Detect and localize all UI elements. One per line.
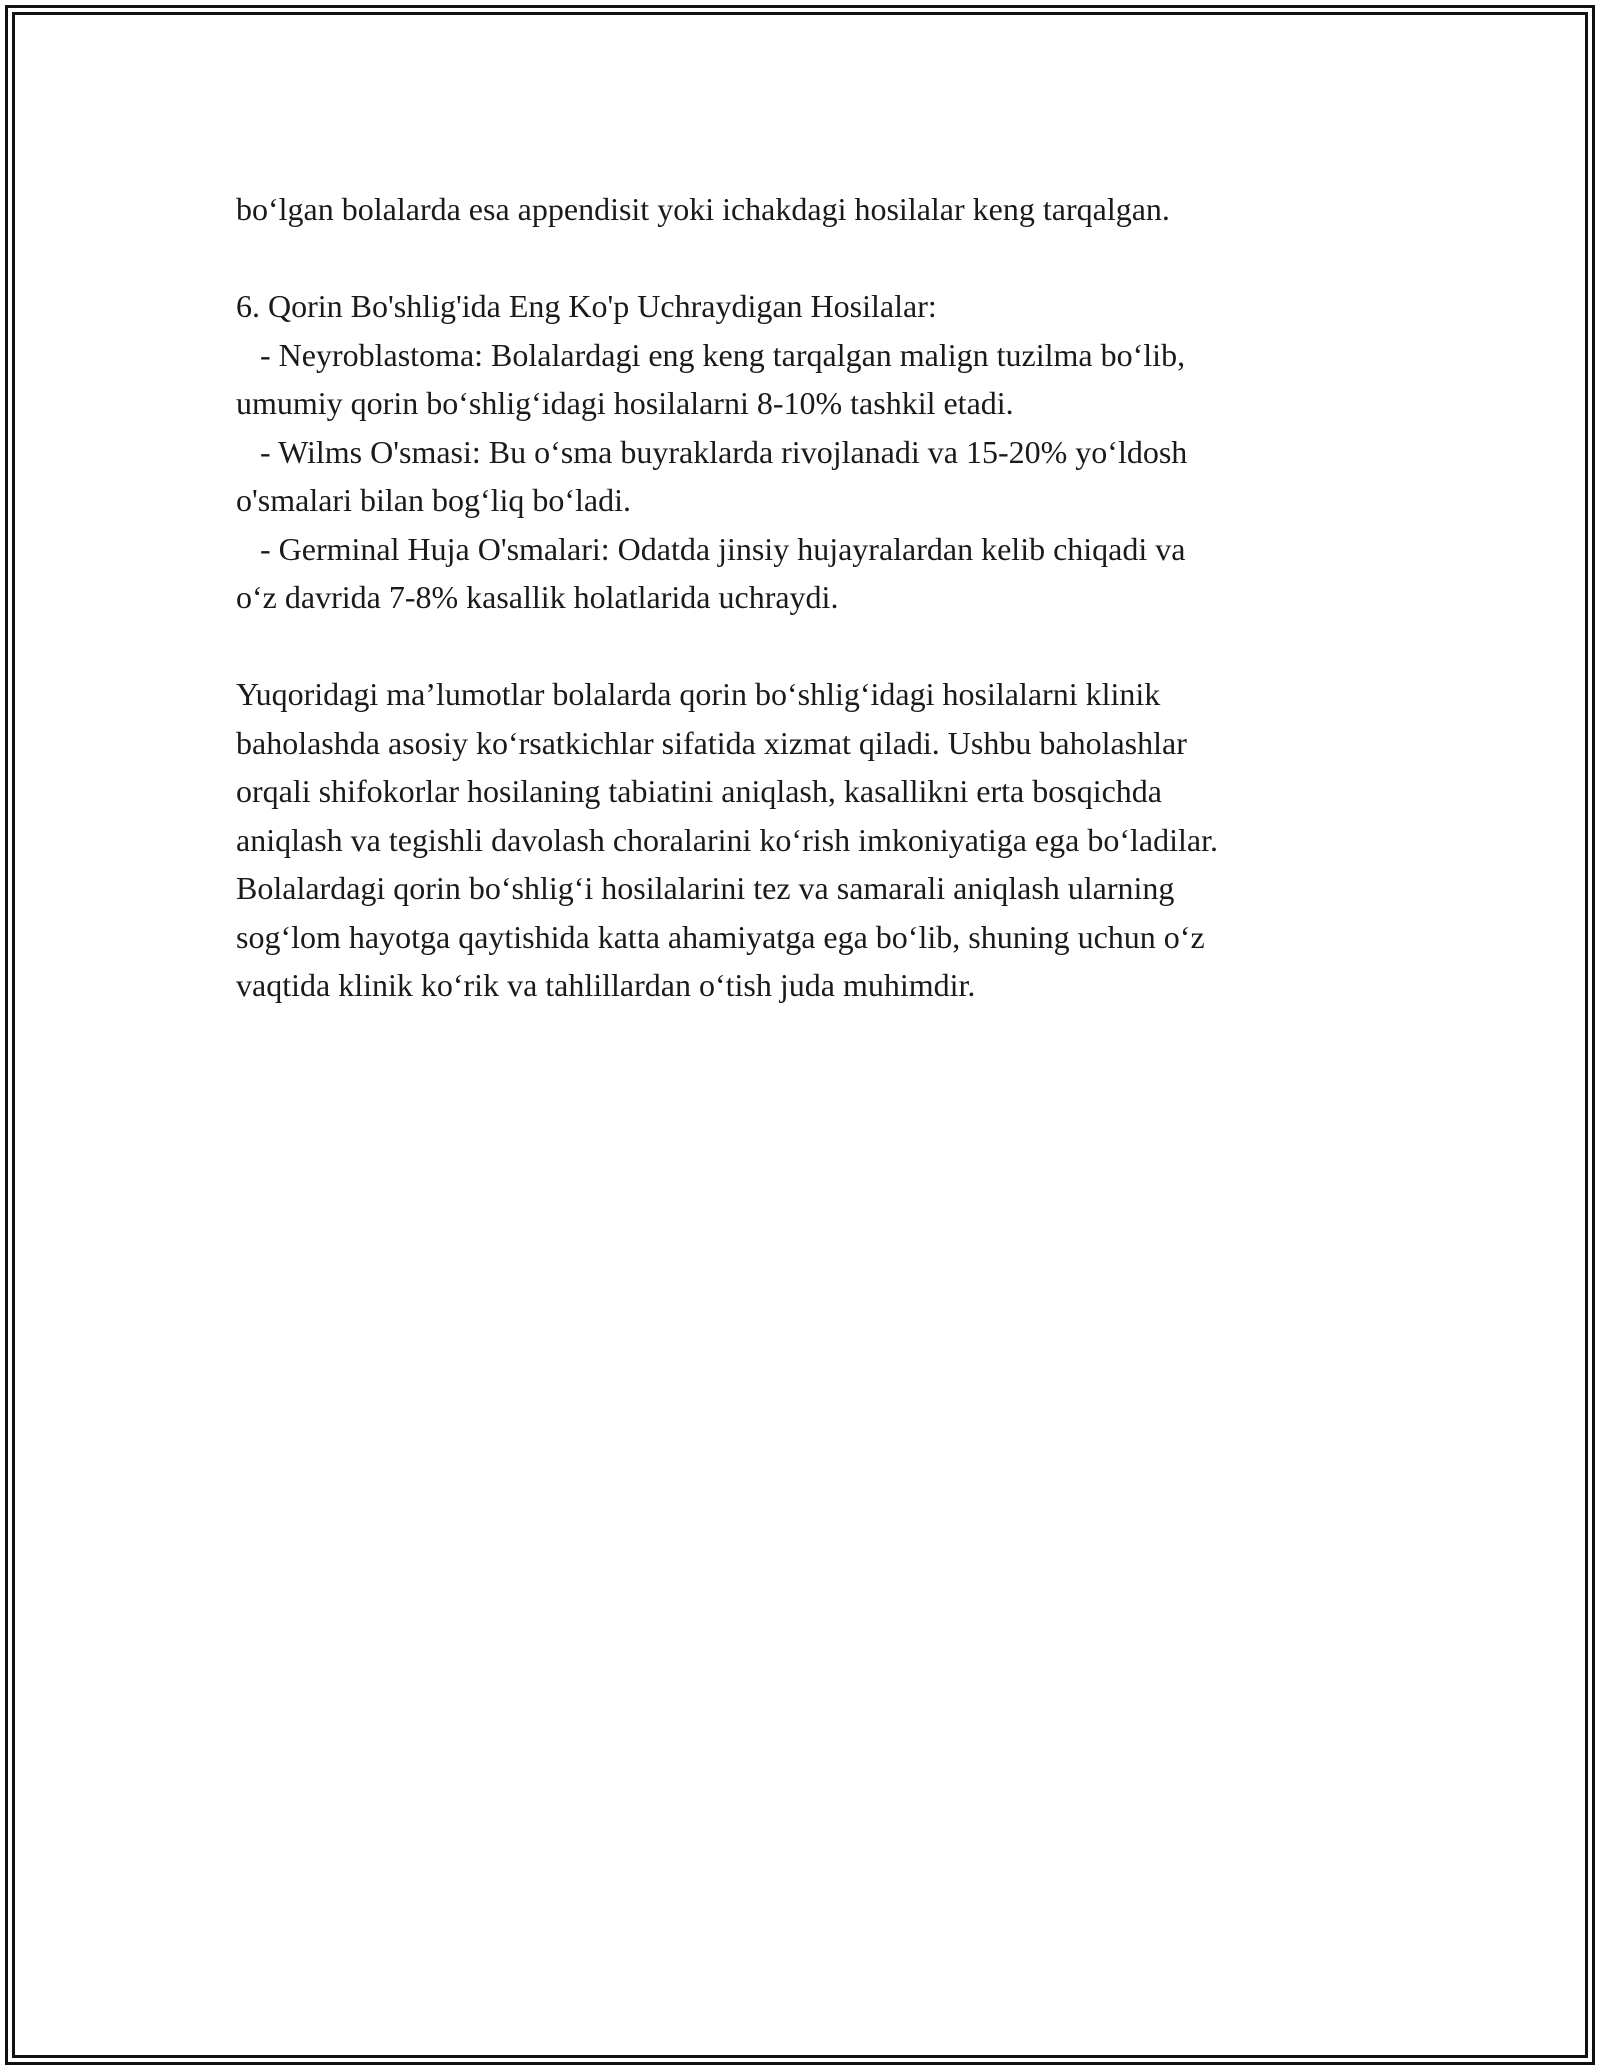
document-body xyxy=(236,185,1386,1010)
text-line: sog‘lom hayotga qaytishida katta ahamiyatga ega bo‘lib, shuning uchun o‘z xyxy=(236,918,1205,955)
text-line: aniqlash va tegishli davolash choralarini ko‘rish imkoniyatiga ega bo‘ladilar. xyxy=(236,821,1218,858)
paragraph-gap xyxy=(236,234,1386,283)
section-heading: 6. Qorin Bo'shlig'ida Eng Ko'p Uchraydigan Hosilalar: xyxy=(236,288,937,324)
paragraph-gap xyxy=(236,622,1386,671)
text-line: o‘z davrida 7-8% kasallik holatlarida uchraydi. xyxy=(236,579,839,615)
text-line: - Germinal Huja O'smalari: Odatda jinsiy hujayralardan kelib chiqadi va xyxy=(236,530,1186,567)
text-line: vaqtida klinik ko‘rik va tahlillardan o‘tish juda muhimdir. xyxy=(236,967,976,1003)
text-line: Bolalardagi qorin bo‘shlig‘i hosilalarini tez va samarali aniqlash ularning xyxy=(236,870,1175,906)
text-line: orqali shifokorlar hosilaning tabiatini aniqlash, kasallikni erta bosqichda xyxy=(236,773,1162,809)
text-line: bo‘lgan bolalarda esa appendisit yoki ichakdagi hosilalar keng tarqalgan. xyxy=(236,191,1170,227)
text-line: Yuqoridagi ma’lumotlar bolalarda qorin bo‘shlig‘idagi hosilalarni klinik xyxy=(236,676,1161,712)
text-line: - Neyroblastoma: Bolalardagi eng keng tarqalgan malign tuzilma bo‘lib, xyxy=(236,336,1186,373)
text-line: baholashda asosiy ko‘rsatkichlar sifatida xizmat qiladi. Ushbu baholashlar xyxy=(236,724,1187,761)
text-line: umumiy qorin bo‘shlig‘idagi hosilalarni 8-10% tashkil etadi. xyxy=(236,385,1014,421)
text-line: - Wilms O'smasi: Bu o‘sma buyraklarda rivojlanadi va 15-20% yo‘ldosh xyxy=(236,433,1188,470)
text-line: o'smalari bilan bog‘liq bo‘ladi. xyxy=(236,482,632,518)
